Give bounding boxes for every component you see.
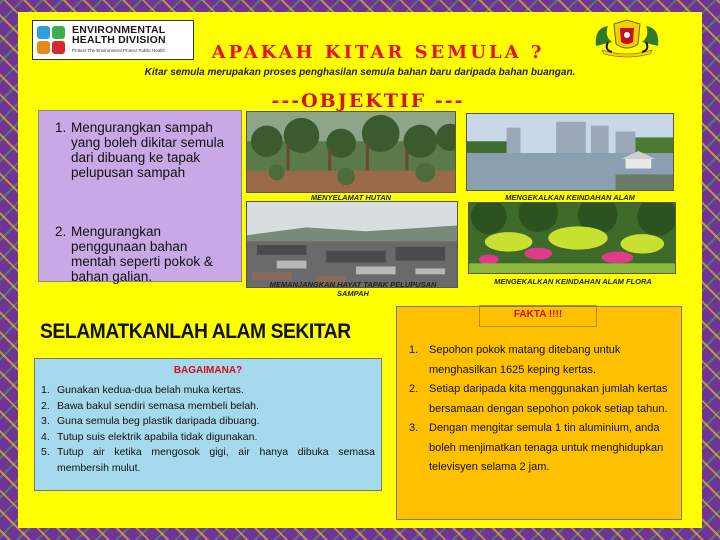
list-item [41,414,375,430]
list-item [41,430,375,446]
landfill-photo [246,201,458,288]
forest-photo [246,111,456,193]
list-text: Gunakan kedua-dua belah muka kertas. [57,384,244,396]
poster [18,12,702,528]
list-text: Tutup air ketika mengosok gigi, air hanya dibuka semasa membersih mulut. [57,446,375,474]
leaf-icon [52,26,65,39]
list-item [41,445,375,476]
list-text: Bawa bakul sendiri semasa membeli belah. [57,399,259,412]
list-number: 3. [409,422,419,434]
objective-number: 1. [55,120,67,135]
how-title: BAGAIMANA? [173,365,243,376]
photo-caption: MENGEKALKAN KEINDAHAN ALAM FLORA [494,277,652,286]
slogan: SELAMATKANLAH ALAM SEKITAR [40,320,351,343]
water-drop-icon [37,26,50,39]
page-subtitle: Kitar semula merupakan proses penghasilan semula bahan baru daripada bahan buangan. [144,67,576,78]
list-text: Setiap daripada kita menggunakan jumlah kertas bersamaan dengan sepohon pokok setiap tahun. [429,383,668,415]
list-number: 2. [41,399,50,412]
photo-caption: MENGEKALKAN KEINDAHAN ALAM [505,193,635,202]
list-text: Dengan mengitar semula 1 tin aluminium, anda boleh menjimatkan tenaga untuk menghidupkan televisyen selama 2 jam. [429,422,664,473]
photo-caption: MEMANJANGKAN HAYAT TAPAK PELUPUSAN SAMPAH [269,280,437,298]
lake-city-photo [466,113,674,191]
how-list [41,383,375,476]
list-item [409,341,677,380]
logo-line1: ENVIRONMENTAL [72,23,166,36]
recycle-icon [37,41,50,54]
objectives-heading: ---OBJEKTIF --- [271,90,465,112]
list-number: 1. [41,384,50,396]
list-item [409,380,677,419]
logo-icons [36,25,68,55]
facts-list [409,341,677,478]
photo-caption: MENYELAMAT HUTAN [310,193,392,202]
list-text: Tutup suis elektrik apabila tidak digunakan. [57,430,258,443]
list-number: 2. [409,383,419,395]
page-title: APAKAH KITAR SEMULA ? [211,42,545,63]
list-text: Sepohon pokok matang ditebang untuk menghasilkan 1625 keping kertas. [429,344,621,376]
list-item [41,399,375,415]
list-text: Guna semula beg plastik daripada dibuang. [57,415,260,427]
facts-title: FAKTA !!!! [479,305,597,327]
no-smoking-icon [52,41,65,54]
logo-tagline: Protect The Environment Protect Public Health [72,47,165,53]
objective-number: 2. [55,224,67,239]
objective-text: Mengurangkan penggunaan bahan mentah seperti pokok & bahan galian. [71,224,213,284]
list-item [41,383,375,399]
list-number: 4. [41,430,50,443]
objective-item [55,120,230,180]
objectives-box [38,110,242,282]
list-number: 5. [41,446,50,458]
list-number: 1. [409,344,419,356]
garden-photo [468,202,676,274]
objective-item [55,224,230,284]
how-box [34,358,382,491]
crest-icon [592,18,662,60]
facts-box [396,306,682,520]
logo-line2: HEALTH DIVISION [72,33,166,46]
list-item [409,419,677,478]
objective-text: Mengurangkan sampah yang boleh dikitar semula dari dibuang ke tapak pelupusan sampah [71,120,225,180]
list-number: 3. [41,415,50,427]
